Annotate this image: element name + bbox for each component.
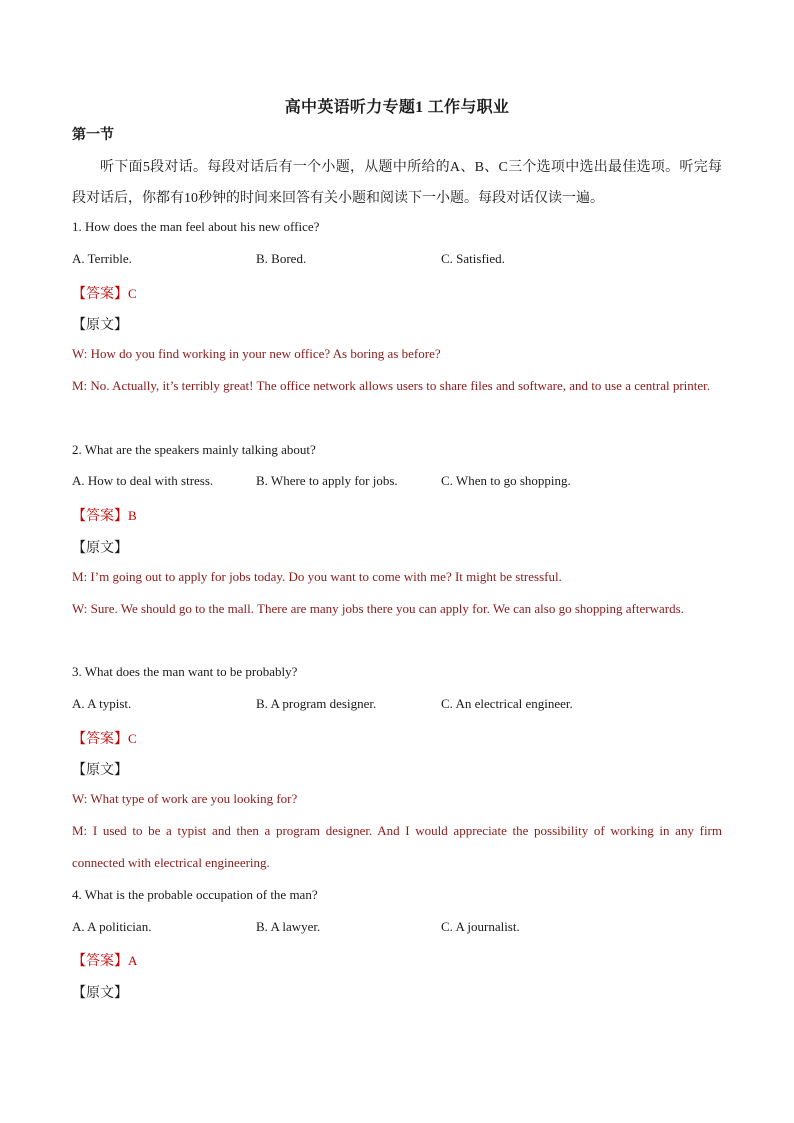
question-1: 1. How does the man feel about his new office? bbox=[72, 219, 320, 234]
answer-label: 【答案】 bbox=[72, 287, 128, 302]
q1-transcript-label: 【原文】 bbox=[72, 318, 128, 333]
q1-option-b: B. Bored. bbox=[256, 251, 307, 266]
answer-value: B bbox=[128, 508, 137, 523]
question-4: 4. What is the probable occupation of the man? bbox=[72, 887, 318, 902]
q3-answer bbox=[72, 728, 137, 748]
q4-option-a: A. A politician. bbox=[72, 919, 152, 934]
q3-transcript-line-1: W: What type of work are you looking for? bbox=[72, 791, 298, 806]
q2-option-c: C. When to go shopping. bbox=[441, 473, 571, 488]
section-heading: 第一节 bbox=[72, 128, 114, 143]
q4-answer bbox=[72, 950, 137, 970]
q4-option-c: C. A journalist. bbox=[441, 919, 520, 934]
q3-option-b: B. A program designer. bbox=[256, 696, 377, 711]
q1-option-a: A. Terrible. bbox=[72, 251, 132, 266]
q3-transcript-line-2: M: I used to be a typist and then a program designer. And I would appreciate the possibility of working in any firm connected with electrical engineering. bbox=[72, 823, 722, 870]
question-2: 2. What are the speakers mainly talking about? bbox=[72, 442, 316, 457]
answer-value: C bbox=[128, 286, 137, 301]
q2-transcript-line-1: M: I’m going out to apply for jobs today. Do you want to come with me? It might be stressful. bbox=[72, 569, 562, 584]
q2-option-a: A. How to deal with stress. bbox=[72, 473, 214, 488]
q3-option-a: A. A typist. bbox=[72, 696, 132, 711]
q2-answer bbox=[72, 505, 137, 525]
q1-answer bbox=[72, 283, 137, 303]
q4-option-b: B. A lawyer. bbox=[256, 919, 321, 934]
q3-option-c: C. An electrical engineer. bbox=[441, 696, 573, 711]
instructions: 听下面5段对话。每段对话后有一个小题，从题中所给的A、B、C三个选项中选出最佳选项。听完每段对话后，你都有10秒钟的时间来回答有关小题和阅读下一小题。每段对话仅读一遍。 bbox=[72, 160, 722, 206]
answer-value: A bbox=[128, 953, 138, 968]
answer-label: 【答案】 bbox=[72, 954, 128, 969]
q2-transcript-line-2: W: Sure. We should go to the mall. There are many jobs there you can apply for. We can also go shopping afterwards. bbox=[72, 601, 684, 616]
q2-transcript-label: 【原文】 bbox=[72, 541, 128, 556]
answer-label: 【答案】 bbox=[72, 509, 128, 524]
page-title: 高中英语听力专题1 工作与职业 bbox=[284, 99, 510, 116]
question-3: 3. What does the man want to be probably? bbox=[72, 664, 298, 679]
answer-value: C bbox=[128, 731, 137, 746]
q2-option-b: B. Where to apply for jobs. bbox=[256, 473, 398, 488]
q4-transcript-label: 【原文】 bbox=[72, 986, 128, 1001]
q1-transcript-line-2: M: No. Actually, it’s terribly great! The office network allows users to share files and software, and to use a central printer. bbox=[72, 378, 711, 393]
q1-transcript-line-1: W: How do you find working in your new office? As boring as before? bbox=[72, 346, 441, 361]
q3-transcript-label: 【原文】 bbox=[72, 763, 128, 778]
answer-label: 【答案】 bbox=[72, 732, 128, 747]
q1-option-c: C. Satisfied. bbox=[441, 251, 505, 266]
